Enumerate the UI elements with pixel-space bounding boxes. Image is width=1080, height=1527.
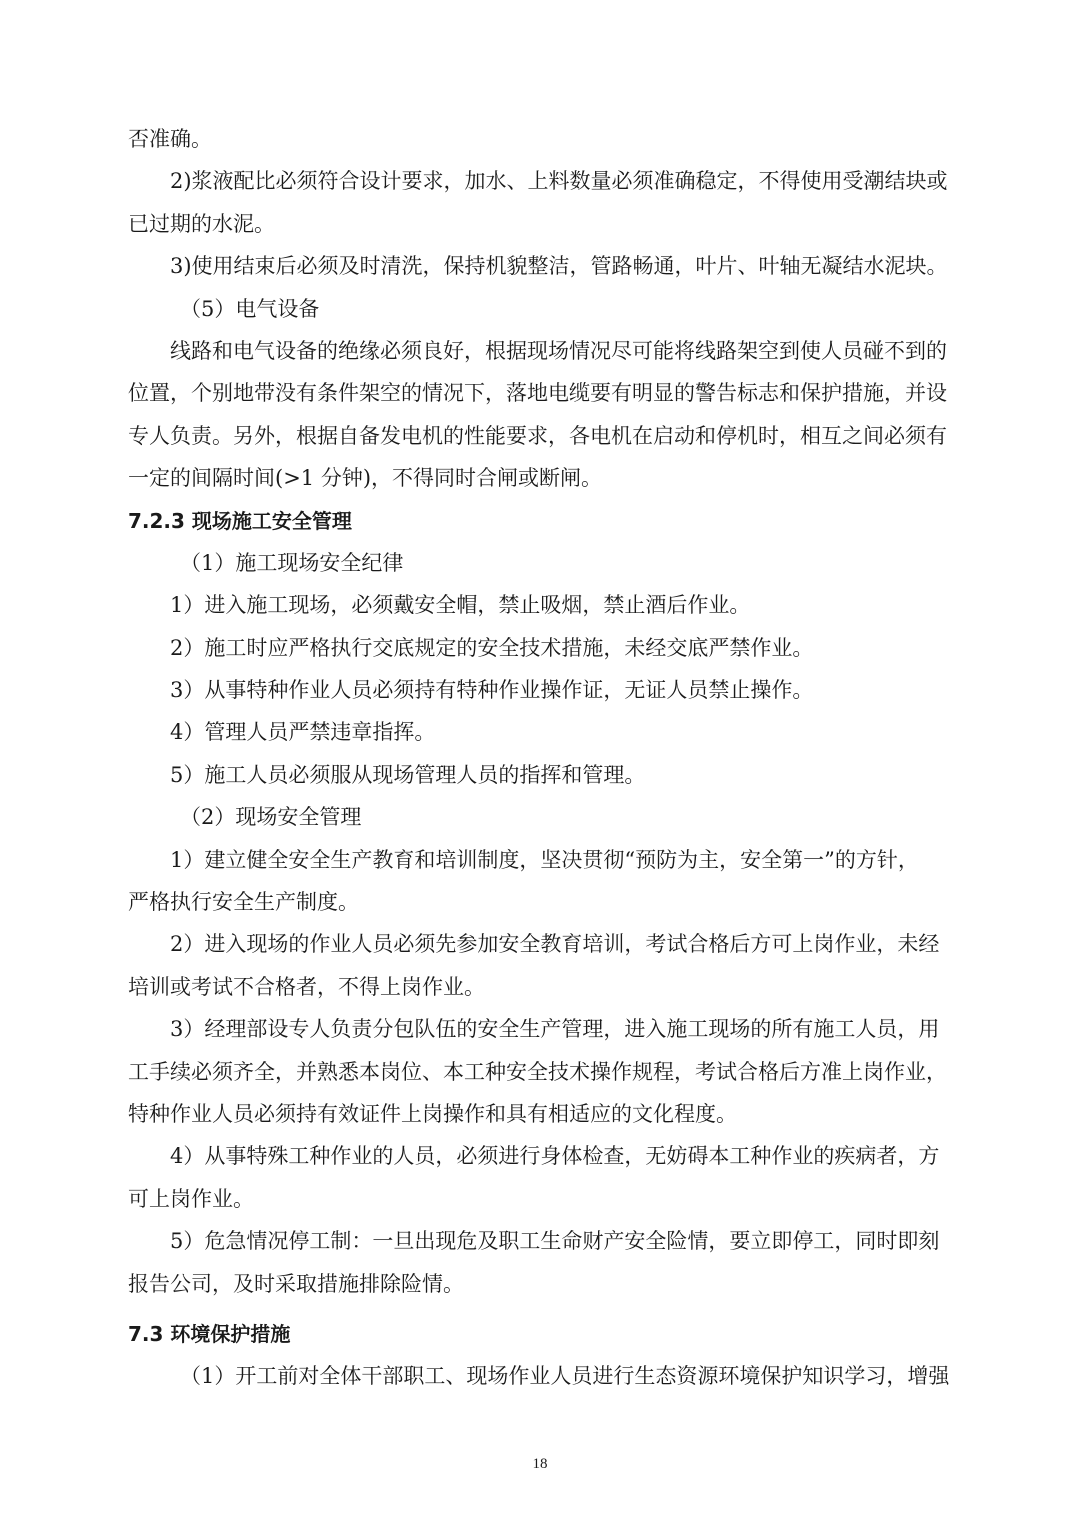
text-line: 一定的间隔时间(>1 分钟)，不得同时合闸或断闸。 bbox=[128, 466, 603, 491]
subsection-title: （1）施工现场安全纪律 bbox=[180, 550, 404, 575]
text-line: （1）开工前对全体干部职工、现场作业人员进行生态资源环境保护知识学习，增强 bbox=[180, 1364, 950, 1389]
text-line: 3)使用结束后必须及时清洗，保持机貌整洁，管路畅通，叶片、叶轴无凝结水泥块。 bbox=[170, 254, 948, 279]
text-line: 特种作业人员必须持有效证件上岗操作和具有相适应的文化程度。 bbox=[128, 1101, 737, 1126]
list-item: 3）从事特种作业人员必须持有特种作业操作证，无证人员禁止操作。 bbox=[170, 678, 814, 703]
text-line: 报告公司，及时采取措施排除险情。 bbox=[128, 1271, 464, 1296]
subsection-title: （2）现场安全管理 bbox=[180, 805, 362, 830]
list-item: 5）危急情况停工制：一旦出现危及职工生命财产安全险情，要立即停工，同时即刻 bbox=[170, 1229, 940, 1254]
document-body bbox=[128, 118, 980, 1398]
list-item: 1）进入施工现场，必须戴安全帽，禁止吸烟，禁止酒后作业。 bbox=[170, 593, 751, 618]
list-item: 2）进入现场的作业人员必须先参加安全教育培训，考试合格后方可上岗作业，未经 bbox=[170, 932, 940, 957]
text-line: 工手续必须齐全，并熟悉本岗位、本工种安全技术操作规程，考试合格后方准上岗作业， bbox=[128, 1059, 947, 1084]
section-heading: 7.2.3 现场施工安全管理 bbox=[128, 508, 352, 533]
text-line: 可上岗作业。 bbox=[128, 1186, 254, 1211]
text-line: 线路和电气设备的绝缘必须良好，根据现场情况尽可能将线路架空到使人员碰不到的 bbox=[170, 338, 947, 363]
list-item: 4）从事特殊工种作业的人员，必须进行身体检查，无妨碍本工种作业的疾病者，方 bbox=[170, 1144, 940, 1169]
list-item: 2）施工时应严格执行交底规定的安全技术措施，未经交底严禁作业。 bbox=[170, 635, 814, 660]
list-item: 4）管理人员严禁违章指挥。 bbox=[170, 720, 436, 745]
text-line: 培训或考试不合格者，不得上岗作业。 bbox=[128, 974, 485, 999]
text-line: 否准确。 bbox=[128, 127, 212, 151]
list-item: 1）建立健全安全生产教育和培训制度，坚决贯彻“预防为主，安全第一”的方针， bbox=[170, 847, 919, 872]
subsection-title: （5）电气设备 bbox=[180, 296, 320, 321]
text-line: 专人负责。另外，根据自备发电机的性能要求，各电机在启动和停机时，相互之间必须有 bbox=[128, 423, 947, 448]
text-line: 已过期的水泥。 bbox=[128, 211, 275, 236]
list-item: 3）经理部设专人负责分包队伍的安全生产管理，进入施工现场的所有施工人员，用 bbox=[170, 1017, 940, 1042]
text-line: 位置，个别地带没有条件架空的情况下，落地电缆要有明显的警告标志和保护措施，并设 bbox=[128, 381, 947, 406]
text-line: 严格执行安全生产制度。 bbox=[128, 890, 359, 915]
text-line: 2)浆液配比必须符合设计要求，加水、上料数量必须准确稳定，不得使用受潮结块或 bbox=[170, 169, 948, 194]
page-number: 18 bbox=[532, 1456, 548, 1472]
list-item: 5）施工人员必须服从现场管理人员的指挥和管理。 bbox=[170, 762, 646, 787]
section-heading: 7.3 环境保护措施 bbox=[128, 1321, 291, 1346]
